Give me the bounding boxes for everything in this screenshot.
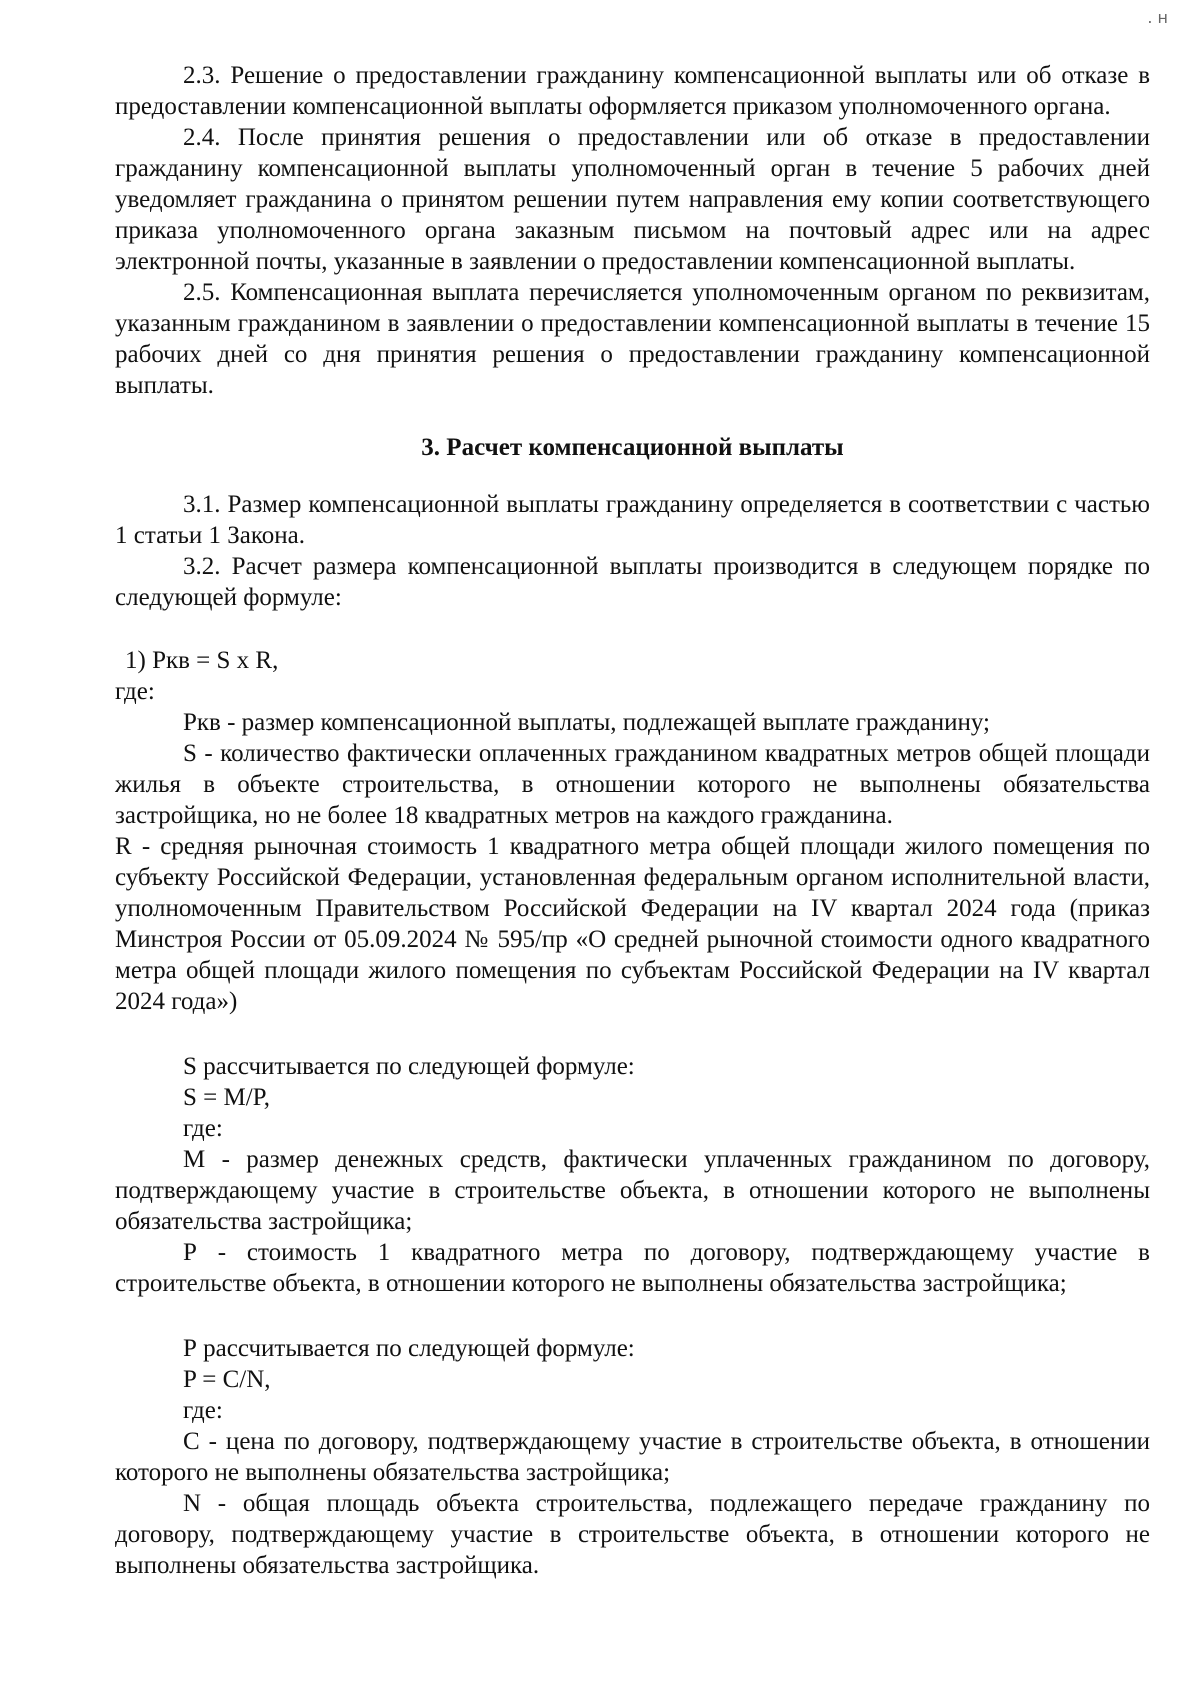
section-3-title: 3. Расчет компенсационной выплаты [421,434,844,461]
paragraph-2-3: 2.3. Решение о предоставлении гражданину компенсационной выплаты или об отказе в предоставлении компенсационной выплаты оформляется приказом уполномоченного органа. [115,62,1150,120]
where-label-2: где: [183,1115,223,1142]
definition-p: Р - стоимость 1 квадратного метра по договору, подтверждающему участие в строительстве объекта, в отношении которого не выполнены обязательства застройщика; [115,1239,1150,1297]
paragraph-3-1: 3.1. Размер компенсационной выплаты гражданину определяется в соответствии с частью 1 статьи 1 Закона. [115,491,1150,549]
paragraph-3-2: 3.2. Расчет размера компенсационной выплаты производится в следующем порядке по следующей формуле: [115,553,1150,611]
formula-p: P = C/N, [183,1366,271,1393]
s-formula-intro: S рассчитывается по следующей формуле: [183,1053,635,1080]
where-label-1: где: [115,678,155,705]
paragraph-2-5: 2.5. Компенсационная выплата перечисляется уполномоченным органом по реквизитам, указанным гражданином в заявлении о предоставлении компенсационной выплаты в течение 15 рабочих дней со дня принятия решения о предоставлении гражданину компенсационной выплаты. [115,279,1150,399]
definition-c: С - цена по договору, подтверждающему участие в строительстве объекта, в отношении которого не выполнены обязательства застройщика; [115,1428,1150,1486]
definition-m: М - размер денежных средств, фактически уплаченных гражданином по договору, подтверждающему участие в строительстве объекта, в отношении которого не выполнены обязательства застройщика; [115,1146,1150,1235]
scan-artifact: . н [1147,8,1168,27]
where-label-3: где: [183,1397,223,1424]
formula-s: S = M/P, [183,1084,271,1111]
definition-r: R - средняя рыночная стоимость 1 квадратного метра общей площади жилого помещения по субъекту Российской Федерации, установленная федеральным органом исполнительной власти, уполномоченным Правительством Российской Федерации на IV квартал 2024 года (приказ Минстроя России от 05.09.2024 № 595/пр «О средней рыночной стоимости одного квадратного метра общей площади жилого помещения по субъектам Российской Федерации на IV квартал 2024 года») [115,833,1150,1015]
formula-rkv: 1) Ркв = S x R, [125,647,279,674]
paragraph-2-4: 2.4. После принятия решения о предоставлении или об отказе в предоставлении гражданину компенсационной выплаты уполномоченный орган в течение 5 рабочих дней уведомляет гражданина о принятом решении путем направления ему копии соответствующего приказа уполномоченного органа заказным письмом на почтовый адрес или на адрес электронной почты, указанные в заявлении о предоставлении компенсационной выплаты. [115,124,1150,275]
document-body [115,60,1150,1581]
definition-s: S - количество фактически оплаченных гражданином квадратных метров общей площади жилья в объекте строительства, в отношении которого не выполнены обязательства застройщика, но не более 18 квадратных метров на каждого гражданина. [115,740,1150,829]
definition-n: N - общая площадь объекта строительства, подлежащего передаче гражданину по договору, подтверждающему участие в строительстве объекта, в отношении которого не выполнены обязательства застройщика. [115,1490,1150,1579]
definition-rkv: Ркв - размер компенсационной выплаты, подлежащей выплате гражданину; [183,709,990,736]
p-formula-intro: Р рассчитывается по следующей формуле: [183,1335,635,1362]
